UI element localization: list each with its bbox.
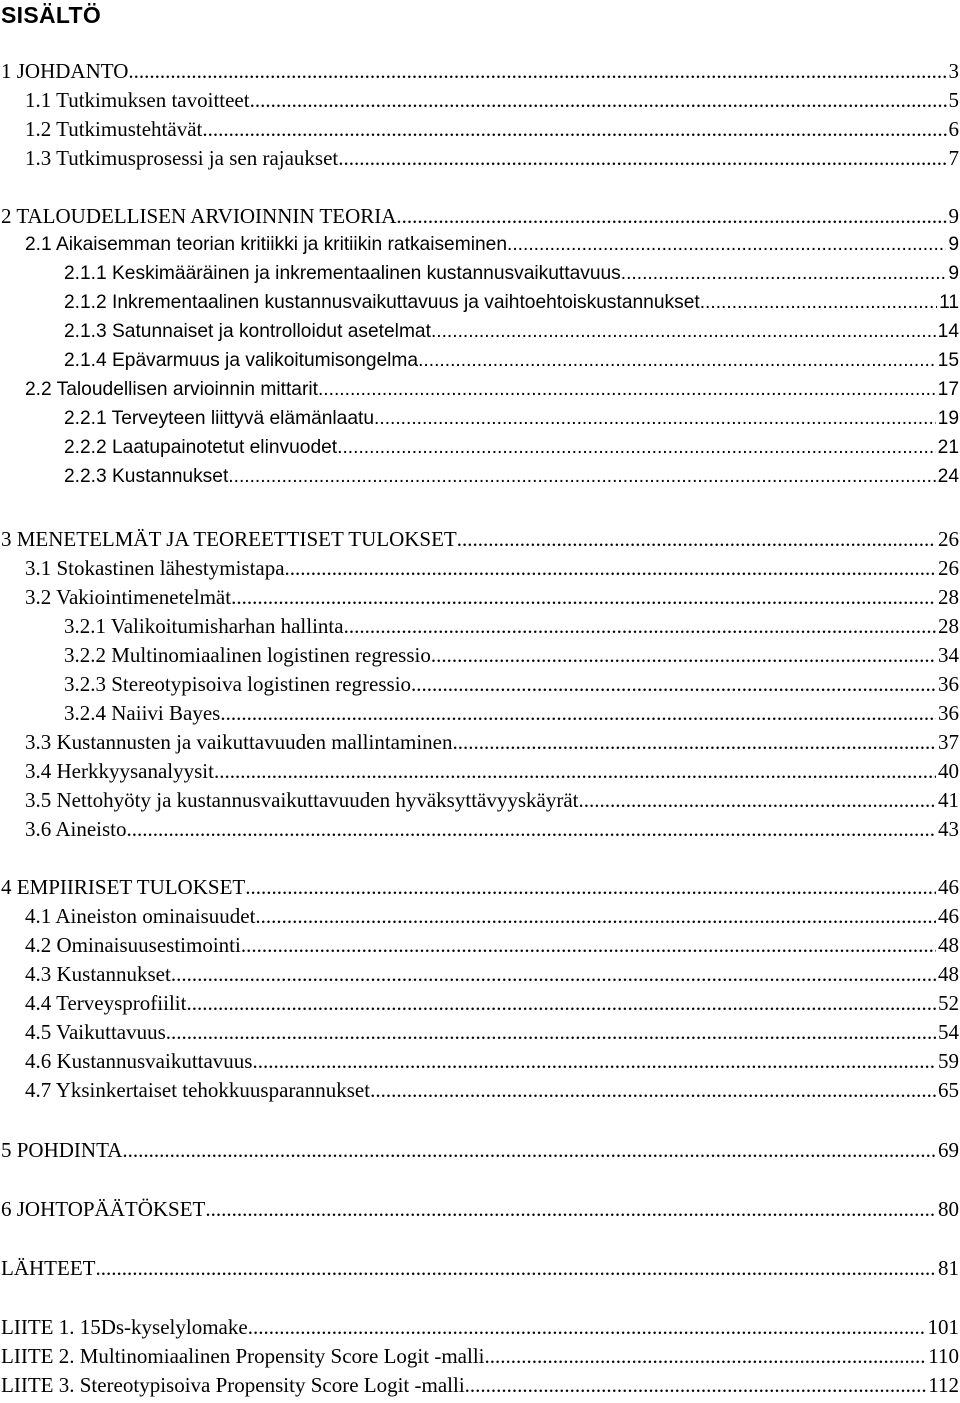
toc-entry-label: 3.2.2 Multinomiaalinen logistinen regressio: [64, 643, 431, 667]
toc-entry-page: 37: [938, 730, 959, 754]
toc-entry[interactable]: [64, 613, 959, 639]
toc-leader-dots: [396, 203, 946, 229]
toc-entry-label: 2.2 Taloudellisen arvioinnin mittarit: [25, 379, 318, 400]
toc-leader-dots: [202, 116, 946, 142]
toc-entry-label: 3.2.4 Naiivi Bayes: [64, 701, 221, 725]
toc-entry-page: 54: [938, 1020, 959, 1044]
toc-entry-label: 1.1 Tutkimuksen tavoitteet: [25, 88, 250, 112]
toc-entry-page: 3: [948, 59, 959, 83]
toc-entry-label: 3.1 Stokastinen lähestymistapa: [25, 556, 285, 580]
toc-leader-dots: [285, 555, 936, 581]
toc-leader-dots: [579, 787, 937, 813]
toc-leader-dots: [418, 348, 936, 374]
toc-entry-label: 3.4 Herkkyysanalyysit: [25, 759, 214, 783]
toc-entry-page: 28: [938, 585, 959, 609]
toc-entry-label: 4.5 Vaikuttavuus: [25, 1020, 166, 1044]
toc-leader-dots: [166, 1019, 936, 1045]
toc-entry-label: 1.3 Tutkimusprosessi ja sen rajaukset: [25, 146, 339, 170]
toc-entry-label: LIITE 2. Multinomiaalinen Propensity Score Logit -malli: [1, 1344, 485, 1368]
toc-entry[interactable]: [25, 377, 959, 403]
toc-leader-dots: [370, 1077, 936, 1103]
toc-leader-dots: [337, 435, 936, 461]
toc-leader-dots: [122, 1137, 936, 1163]
toc-entry[interactable]: [25, 816, 959, 842]
toc-entry-label: 2.1.1 Keskimääräinen ja inkrementaalinen kustannusvaikuttavuus: [64, 263, 621, 284]
toc-leader-dots: [465, 1372, 927, 1398]
toc-entry[interactable]: [64, 435, 959, 461]
toc-entry[interactable]: [25, 232, 959, 258]
toc-entry-page: 69: [938, 1138, 959, 1162]
toc-entry[interactable]: [64, 406, 959, 432]
toc-entry-label: 3.3 Kustannusten ja vaikuttavuuden mallintaminen: [25, 730, 453, 754]
toc-leader-dots: [338, 145, 946, 171]
toc-entry[interactable]: [25, 145, 959, 171]
toc-leader-dots: [318, 377, 936, 403]
toc-entry-label: 6 JOHTOPÄÄTÖKSET: [1, 1197, 206, 1221]
toc-leader-dots: [127, 816, 936, 842]
toc-leader-dots: [128, 58, 946, 84]
toc-leader-dots: [453, 729, 937, 755]
toc-entry-page: 36: [938, 701, 959, 725]
toc-entry[interactable]: [25, 961, 959, 987]
toc-entry[interactable]: [1, 1372, 959, 1398]
toc-entry-page: 81: [938, 1256, 959, 1280]
toc-entry-label: 3.2.3 Stereotypisoiva logistinen regressio: [64, 672, 412, 696]
toc-entry-page: 52: [938, 991, 959, 1015]
toc-leader-dots: [231, 584, 936, 610]
toc-leader-dots: [621, 261, 947, 287]
toc-leader-dots: [241, 932, 936, 958]
toc-entry-page: 26: [938, 556, 959, 580]
toc-entry[interactable]: [25, 1077, 959, 1103]
toc-entry[interactable]: [64, 348, 959, 374]
toc-leader-dots: [507, 232, 946, 258]
toc-entry[interactable]: [25, 555, 959, 581]
toc-entry-label: 3.6 Aineisto: [25, 817, 127, 841]
toc-entry-page: 14: [937, 321, 959, 342]
toc-entry[interactable]: [1, 1255, 959, 1281]
toc-entry-label: 2.1 Aikaisemman teorian kritiikki ja kritiikin ratkaiseminen: [25, 234, 507, 255]
toc-entry-label: 4.6 Kustannusvaikuttavuus: [25, 1049, 253, 1073]
toc-entry-page: 101: [927, 1315, 959, 1339]
toc-entry-page: 19: [937, 408, 959, 429]
toc-entry-page: 9: [948, 234, 959, 255]
toc-entry[interactable]: [1, 58, 959, 84]
toc-entry-label: 3 MENETELMÄT JA TEOREETTISET TULOKSET: [1, 527, 457, 551]
toc-entry-label: 5 POHDINTA: [1, 1138, 123, 1162]
toc-entry-page: 65: [938, 1078, 959, 1102]
toc-entry-page: 34: [938, 643, 959, 667]
toc-entry-page: 7: [948, 146, 959, 170]
toc-entry[interactable]: [64, 261, 959, 287]
toc-leader-dots: [95, 1255, 936, 1281]
toc-entry-page: 6: [948, 117, 959, 141]
toc-entry[interactable]: [1, 1314, 959, 1340]
toc-entry-label: 1 JOHDANTO: [1, 59, 129, 83]
toc-leader-dots: [431, 642, 936, 668]
toc-entry-page: 26: [938, 527, 959, 551]
toc-entry-page: 28: [938, 614, 959, 638]
toc-leader-dots: [485, 1343, 927, 1369]
toc-entry-page: 36: [938, 672, 959, 696]
toc-entry[interactable]: [64, 700, 959, 726]
toc-entry-page: 5: [948, 88, 959, 112]
toc-entry[interactable]: [1, 1196, 959, 1222]
toc-leader-dots: [220, 700, 936, 726]
toc-entry-label: 2.2.1 Terveyteen liittyvä elämänlaatu: [64, 408, 375, 429]
toc-entry-page: 17: [937, 379, 959, 400]
toc-entry[interactable]: [1, 203, 959, 229]
toc-leader-dots: [344, 613, 936, 639]
toc-entry-page: 41: [938, 788, 959, 812]
toc-leader-dots: [457, 526, 936, 552]
toc-entry[interactable]: [25, 787, 959, 813]
toc-entry-page: 46: [938, 904, 959, 928]
toc-entry-page: 46: [938, 875, 959, 899]
toc-entry[interactable]: [1, 1343, 959, 1369]
toc-entry-page: 9: [948, 263, 959, 284]
toc-leader-dots: [205, 1196, 936, 1222]
toc-entry-page: 48: [938, 962, 959, 986]
toc-entry-label: 4.3 Kustannukset: [25, 962, 171, 986]
toc-entry[interactable]: [25, 903, 959, 929]
toc-entry[interactable]: [1, 526, 959, 552]
toc-entry[interactable]: [64, 642, 959, 668]
toc-leader-dots: [248, 1314, 926, 1340]
toc-entry[interactable]: [25, 729, 959, 755]
toc-entry-label: 4.1 Aineiston ominaisuudet: [25, 904, 256, 928]
toc-entry-label: 3.2 Vakiointimenetelmät: [25, 585, 232, 609]
toc-entry-page: 59: [938, 1049, 959, 1073]
toc-entry-page: 110: [928, 1344, 959, 1368]
toc-entry[interactable]: [64, 290, 959, 316]
toc-entry[interactable]: [64, 464, 959, 490]
toc-entry-page: 43: [938, 817, 959, 841]
toc-entry-page: 112: [928, 1373, 959, 1397]
toc-entry[interactable]: [25, 758, 959, 784]
toc-entry[interactable]: [64, 319, 959, 345]
toc-entry-label: LIITE 3. Stereotypisoiva Propensity Score Logit -malli: [1, 1373, 465, 1397]
toc-entry-page: 21: [937, 437, 959, 458]
toc-leader-dots: [374, 406, 936, 432]
toc-leader-dots: [171, 961, 936, 987]
toc-entry-label: 2.1.4 Epävarmuus ja valikoitumisongelma: [64, 350, 419, 371]
toc-entry[interactable]: [64, 671, 959, 697]
toc-entry-label: LIITE 1. 15Ds-kyselylomake: [1, 1315, 248, 1339]
toc-entry-page: 9: [948, 204, 959, 228]
toc-entry-label: LÄHTEET: [1, 1256, 96, 1280]
toc-leader-dots: [255, 903, 936, 929]
toc-entry-label: 1.2 Tutkimustehtävät: [25, 117, 203, 141]
toc-entry[interactable]: [1, 874, 959, 900]
toc-leader-dots: [250, 87, 947, 113]
toc-leader-dots: [186, 990, 936, 1016]
toc-entry-label: 4 EMPIIRISET TULOKSET: [1, 875, 246, 899]
toc-leader-dots: [252, 1048, 936, 1074]
toc-entry-label: 2.1.2 Inkrementaalinen kustannusvaikuttavuus ja vaihtoehtoiskustannukset: [64, 292, 700, 313]
toc-entry-page: 11: [939, 292, 959, 313]
toc-entry[interactable]: [25, 116, 959, 142]
toc-entry-label: 2.2.3 Kustannukset: [64, 466, 229, 487]
toc-leader-dots: [700, 290, 937, 316]
toc-entry-label: 3.5 Nettohyöty ja kustannusvaikuttavuuden hyväksyttävyyskäyrät: [25, 788, 579, 812]
toc-entry-page: 80: [938, 1197, 959, 1221]
toc-entry-label: 2 TALOUDELLISEN ARVIOINNIN TEORIA: [1, 204, 397, 228]
toc-entry[interactable]: [25, 1048, 959, 1074]
toc-entry[interactable]: [25, 1019, 959, 1045]
toc-leader-dots: [228, 464, 935, 490]
toc-entry[interactable]: [25, 932, 959, 958]
toc-entry-page: 48: [938, 933, 959, 957]
page-title: SISÄLTÖ: [1, 2, 102, 28]
toc-entry-page: 40: [938, 759, 959, 783]
toc-entry[interactable]: [1, 1137, 959, 1163]
toc-leader-dots: [214, 758, 936, 784]
toc-entry-label: 4.4 Terveysprofiilit: [25, 991, 187, 1015]
toc-entry[interactable]: [25, 87, 959, 113]
toc-entry-label: 3.2.1 Valikoitumisharhan hallinta: [64, 614, 344, 638]
toc-leader-dots: [245, 874, 936, 900]
toc-entry[interactable]: [25, 584, 959, 610]
toc-entry-page: 15: [937, 350, 959, 371]
toc-entry-page: 24: [937, 466, 959, 487]
toc-entry-label: 4.7 Yksinkertaiset tehokkuusparannukset: [25, 1078, 371, 1102]
toc-entry-label: 4.2 Ominaisuusestimointi: [25, 933, 241, 957]
toc-leader-dots: [431, 319, 936, 345]
toc-entry-label: 2.2.2 Laatupainotetut elinvuodet: [64, 437, 338, 458]
toc-entry-label: 2.1.3 Satunnaiset ja kontrolloidut asetelmat: [64, 321, 431, 342]
toc-entry[interactable]: [25, 990, 959, 1016]
toc-leader-dots: [411, 671, 936, 697]
